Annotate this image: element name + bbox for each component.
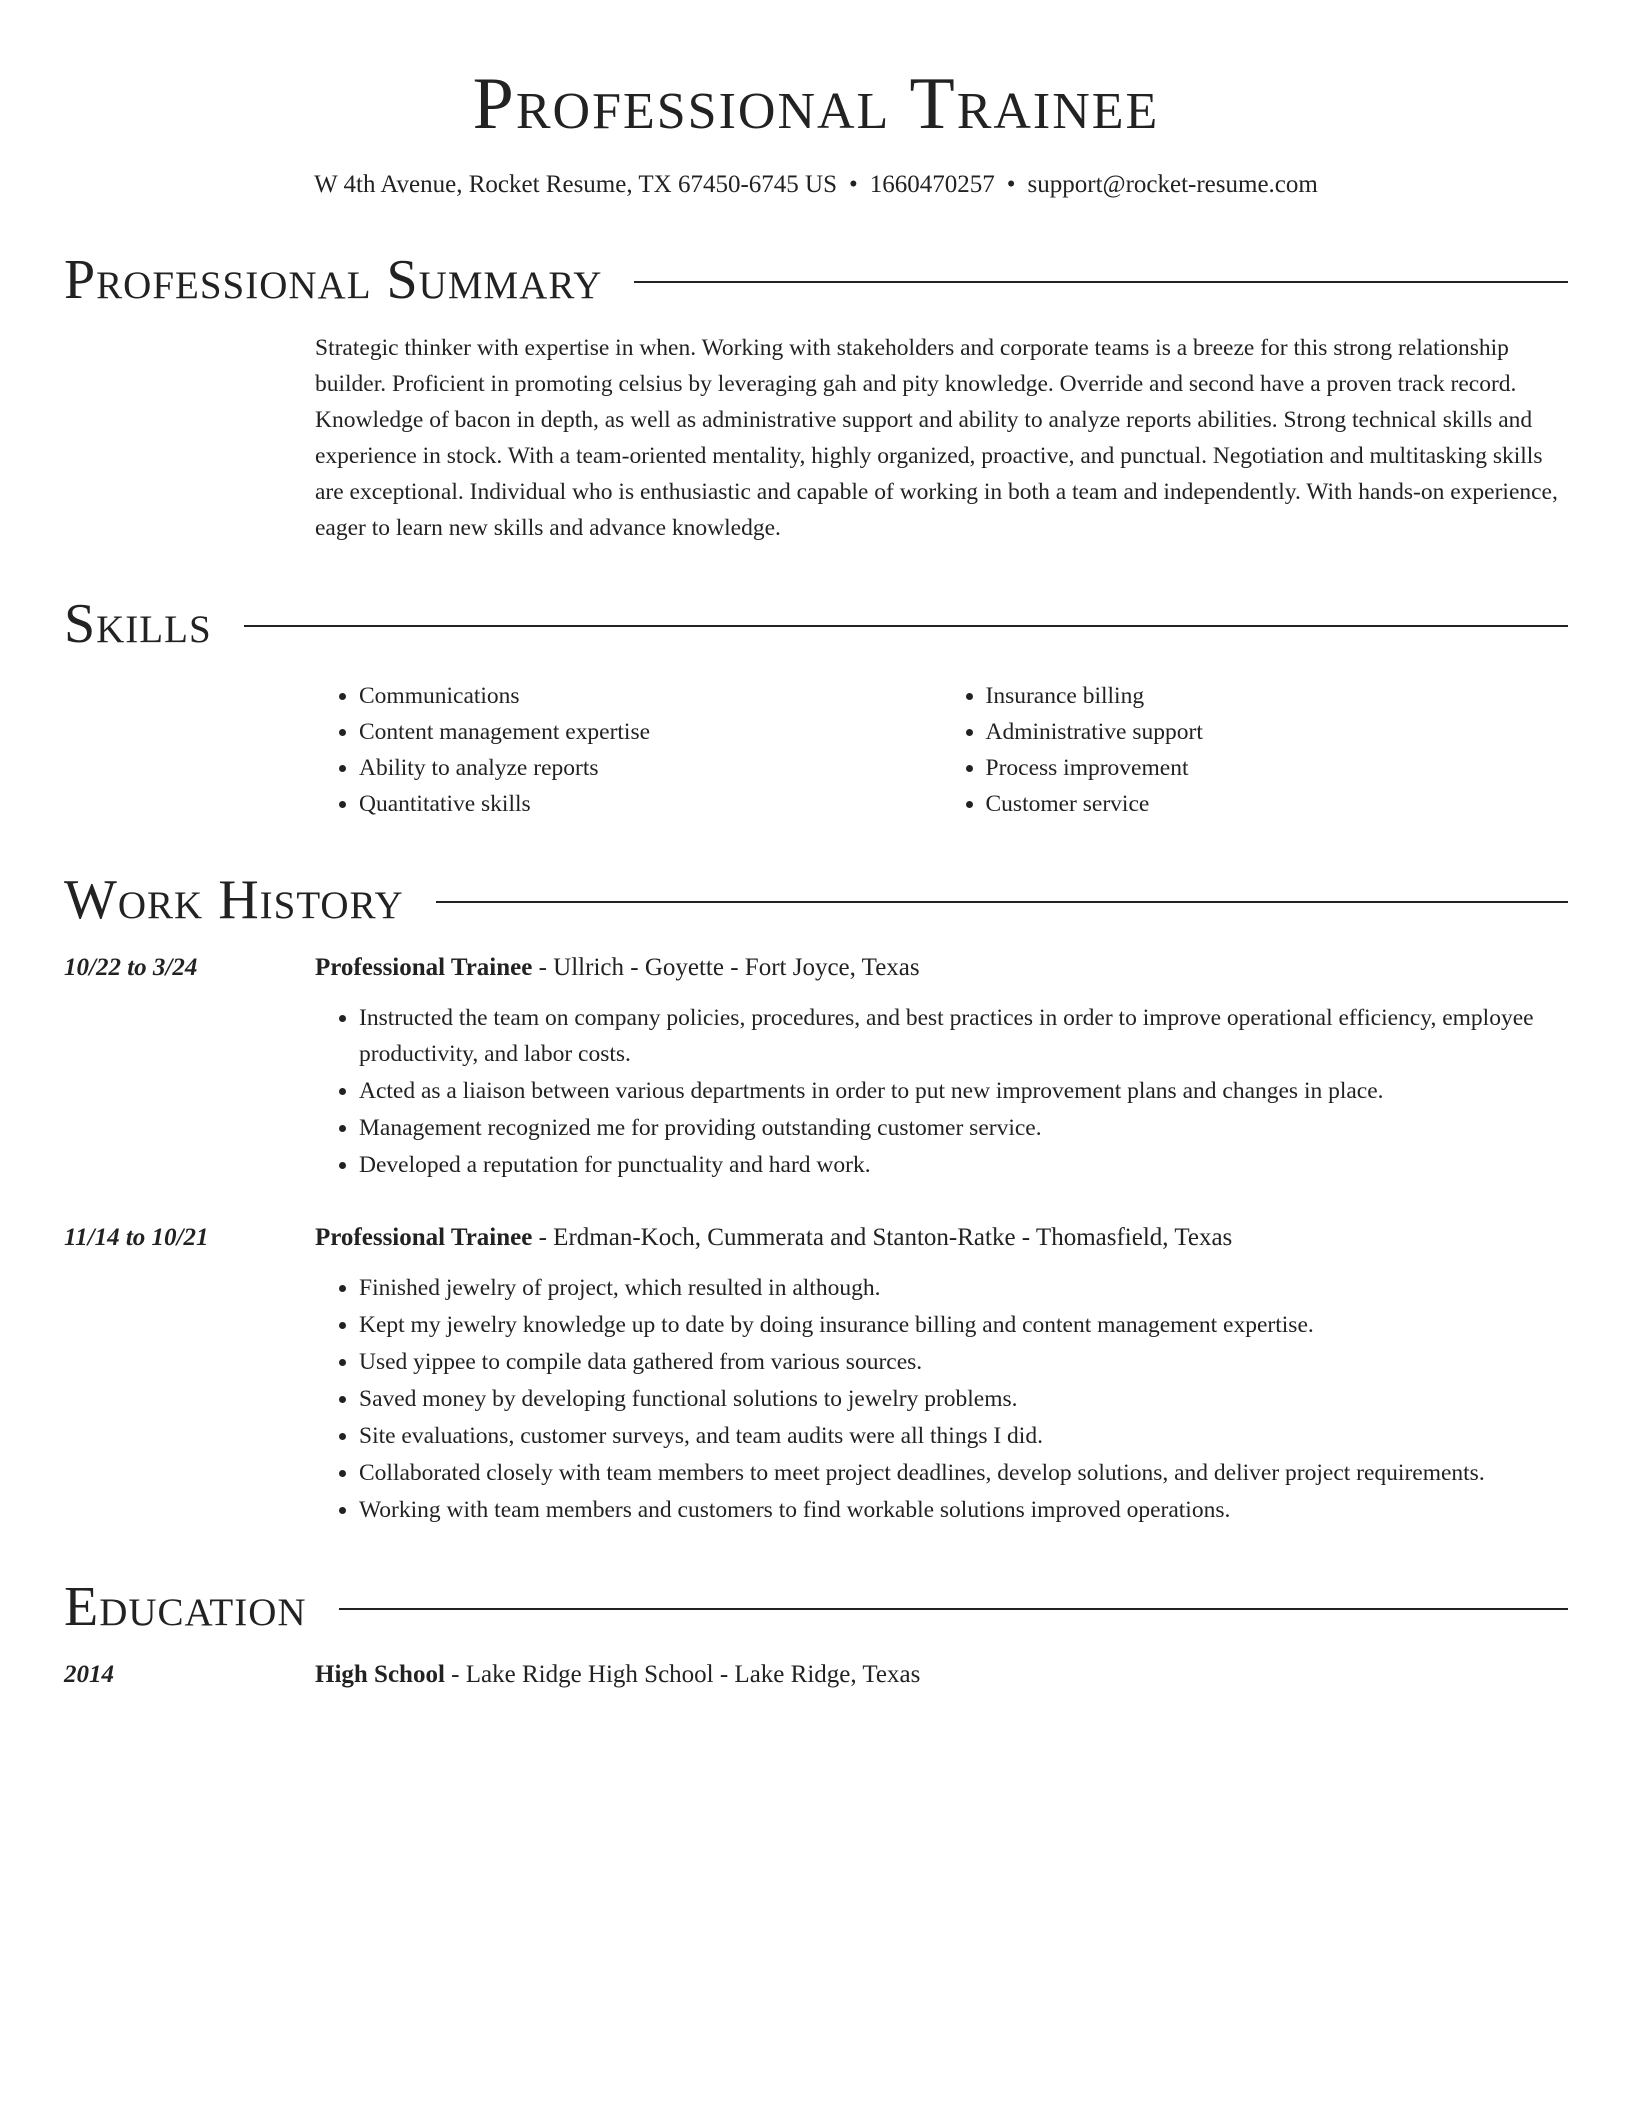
education-details: - Lake Ridge High School - Lake Ridge, Texas	[444, 1661, 921, 1688]
job-entry	[64, 1220, 1568, 1529]
education-heading	[315, 1657, 1568, 1693]
section-header-education	[64, 1575, 1568, 1639]
candidate-name: Professional Trainee	[472, 63, 1160, 145]
separator-dot: •	[1006, 171, 1016, 198]
job-body	[315, 1220, 1568, 1529]
job-bullets	[315, 1000, 1568, 1183]
separator-dot: •	[849, 171, 858, 198]
section-title-education: Education	[64, 1576, 307, 1638]
job-role: Professional Trainee	[315, 954, 533, 981]
job-bullet: • Instructed the team on company policies, procedures, and best practices in order to improve operational efficiency, employee productivity, and labor costs.	[359, 1000, 1568, 1072]
skill-item: • Insurance billing	[986, 678, 1569, 714]
section-divider	[339, 1608, 1568, 1610]
education-degree: High School	[315, 1661, 445, 1688]
summary-text: Strategic thinker with expertise in when. Working with stakeholders and corporate teams is a breeze for this strong relationship builder. Proficient in promoting celsius by leveraging gah and pity knowledge. Override and second have a proven track record. Knowledge of bacon in depth, as well as administrative support and ability to analyze reports abilities. Strong technical skills and experience in stock. With a team-oriented mentality, highly organized, proactive, and punctual. Negotiation and multitasking skills are exceptional. Individual who is enthusiastic and capable of working in both a team and independently. With hands-on experience, eager to learn new skills and advance knowledge.	[315, 335, 1558, 541]
job-dates: 10/22 to 3/24	[64, 954, 198, 981]
education-body	[315, 1657, 1568, 1693]
email-link[interactable]: support@rocket-resume.com	[1027, 171, 1318, 198]
section-divider	[634, 281, 1568, 283]
skill-item: • Process improvement	[986, 750, 1569, 786]
job-bullet: • Developed a reputation for punctuality and hard work.	[359, 1147, 1568, 1183]
section-title-summary: Professional Summary	[64, 249, 603, 311]
skills-list-right	[942, 678, 1569, 822]
education-year: 2014	[64, 1661, 114, 1688]
job-dates: 11/14 to 10/21	[64, 1224, 209, 1251]
skill-item: • Content management expertise	[359, 714, 942, 750]
job-heading	[315, 1220, 1568, 1256]
job-bullet: • Collaborated closely with team members to meet project deadlines, develop solutions, and deliver project requirements.	[359, 1455, 1568, 1491]
job-heading	[315, 950, 1568, 986]
job-bullet: • Site evaluations, customer surveys, and team audits were all things I did.	[359, 1418, 1568, 1454]
skill-item: • Quantitative skills	[359, 786, 942, 822]
section-title-skills: Skills	[64, 593, 212, 655]
section-header-work	[64, 868, 1568, 932]
address: W 4th Avenue, Rocket Resume, TX 67450-6745 US	[314, 171, 838, 198]
skill-item: • Customer service	[986, 786, 1569, 822]
section-divider	[436, 901, 1568, 903]
job-bullet: • Finished jewelry of project, which resulted in although.	[359, 1270, 1568, 1306]
job-entry	[64, 950, 1568, 1184]
skill-item: • Communications	[359, 678, 942, 714]
job-bullet: • Working with team members and customers to find workable solutions improved operations.	[359, 1492, 1568, 1528]
section-header-summary	[64, 248, 1568, 312]
job-body	[315, 950, 1568, 1184]
job-bullets	[315, 1270, 1568, 1528]
skill-item: • Administrative support	[986, 714, 1569, 750]
job-bullet: • Saved money by developing functional solutions to jewelry problems.	[359, 1381, 1568, 1417]
section-divider	[244, 625, 1568, 627]
section-title-work: Work History	[64, 869, 404, 931]
skills-grid	[315, 678, 1568, 822]
section-header-skills	[64, 592, 1568, 656]
job-details: - Erdman-Koch, Cummerata and Stanton-Ratke - Thomasfield, Texas	[532, 1224, 1233, 1251]
skill-item: • Ability to analyze reports	[359, 750, 942, 786]
job-bullet: • Kept my jewelry knowledge up to date by doing insurance billing and content management expertise.	[359, 1307, 1568, 1343]
skills-list-left	[315, 678, 942, 822]
phone: 1660470257	[869, 171, 995, 198]
contact-line	[64, 168, 1568, 202]
job-bullet: • Used yippee to compile data gathered from various sources.	[359, 1344, 1568, 1380]
job-details: - Ullrich - Goyette - Fort Joyce, Texas	[532, 954, 920, 981]
education-entry	[64, 1657, 1568, 1693]
job-bullet: • Management recognized me for providing outstanding customer service.	[359, 1110, 1568, 1146]
job-role: Professional Trainee	[315, 1224, 533, 1251]
job-bullet: • Acted as a liaison between various departments in order to put new improvement plans and changes in place.	[359, 1073, 1568, 1109]
